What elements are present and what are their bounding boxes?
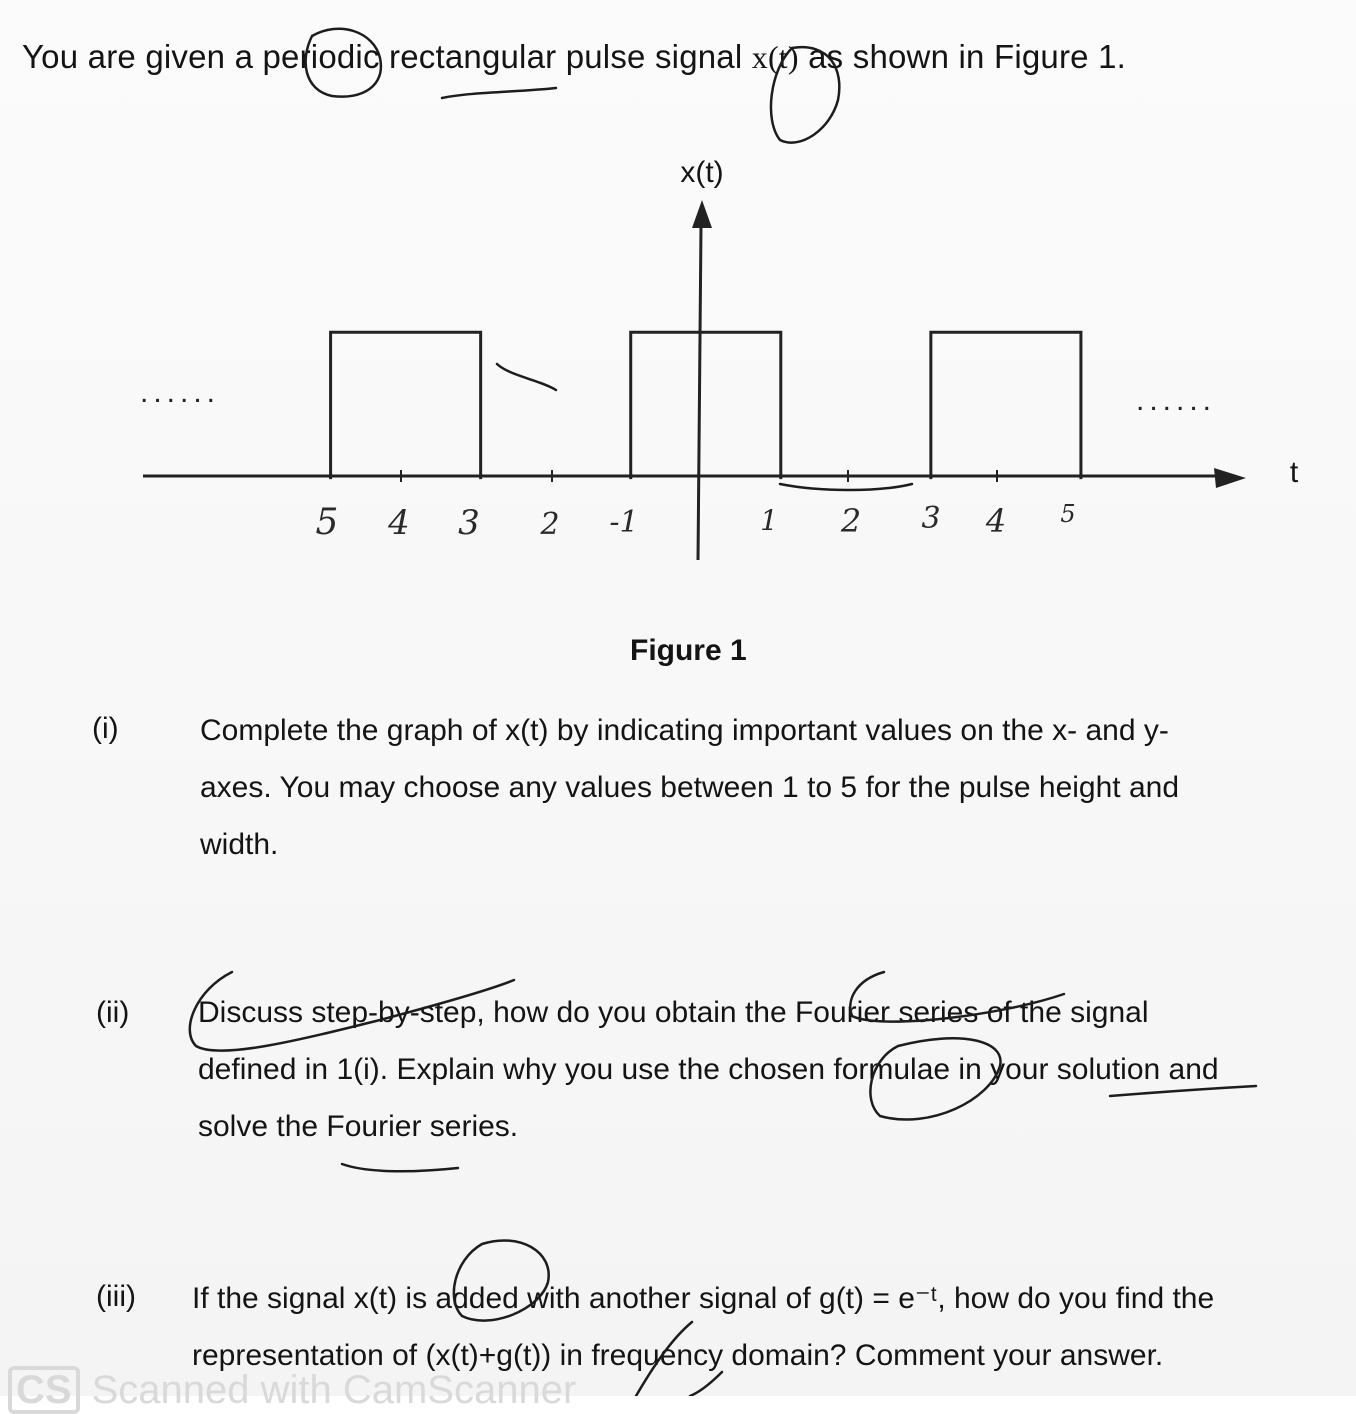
tick-label: 2 xyxy=(840,502,862,540)
question-1-text xyxy=(200,702,1179,873)
question-3-label: (iii) xyxy=(96,1280,136,1313)
y-axis xyxy=(698,226,701,560)
tick-label: 3 xyxy=(458,503,480,543)
tick-label: 2 xyxy=(540,507,560,542)
question-1-label: (i) xyxy=(92,712,119,745)
intro-signal: x(t) xyxy=(751,39,799,75)
handwritten-tick-labels xyxy=(316,500,1076,543)
question-1-line-1: Complete the graph of x(t) by indicating important values on the x- and y- xyxy=(200,714,1169,747)
pulse-chart xyxy=(0,0,1356,700)
y-axis-label: x(t) xyxy=(680,156,724,189)
continuation-right: ...... xyxy=(1136,384,1217,417)
y-axis-arrow-icon xyxy=(692,200,712,228)
question-3-line-1: If the signal x(t) is added with another signal of g(t) = e⁻ᵗ, how do you find the xyxy=(192,1282,1215,1315)
scanner-watermark-text: Scanned with CamScanner xyxy=(91,1368,577,1412)
tick-label: 4 xyxy=(985,502,1007,540)
tick-label: -1 xyxy=(609,505,639,540)
pulse-3 xyxy=(931,332,1081,479)
scanner-watermark xyxy=(8,1366,576,1414)
intro-prefix: You are given a periodic rectangular pulse signal xyxy=(22,38,752,75)
question-2-line-3: solve the Fourier series. xyxy=(198,1110,519,1143)
pulse-1 xyxy=(331,332,481,479)
scanner-logo-icon: CS xyxy=(8,1366,80,1414)
question-2-line-1: Discuss step-by-step, how do you obtain the Fourier series of the signal xyxy=(198,996,1149,1029)
tick-label: 5 xyxy=(1060,500,1076,528)
continuation-left: ...... xyxy=(140,376,221,409)
tick-label: 3 xyxy=(921,501,941,536)
tick-label: 4 xyxy=(388,503,410,543)
x-axis-label: t xyxy=(1289,456,1299,489)
pulse-group xyxy=(331,332,1081,479)
tick-label: 1 xyxy=(760,504,778,537)
question-2-label: (ii) xyxy=(96,996,130,1029)
question-1-line-2: axes. You may choose any values between 1 to 5 for the pulse height and xyxy=(200,771,1180,804)
pulse-2 xyxy=(631,332,781,479)
figure-1 xyxy=(0,0,1356,700)
underline-mark xyxy=(342,1164,458,1171)
figure-caption: Figure 1 xyxy=(630,634,747,667)
question-2-line-2: defined in 1(i). Explain why you use the chosen formulae in your solution and xyxy=(198,1053,1219,1086)
tick-label: 5 xyxy=(315,502,339,543)
intro-suffix: as shown in Figure 1. xyxy=(798,38,1126,75)
x-axis-arrow-icon xyxy=(1214,468,1246,488)
question-2-text xyxy=(198,984,1219,1155)
question-3-line-2: representation of (x(t)+g(t)) in frequency domain? Comment your answer. xyxy=(192,1339,1164,1372)
question-1-line-3: width. xyxy=(200,828,279,861)
